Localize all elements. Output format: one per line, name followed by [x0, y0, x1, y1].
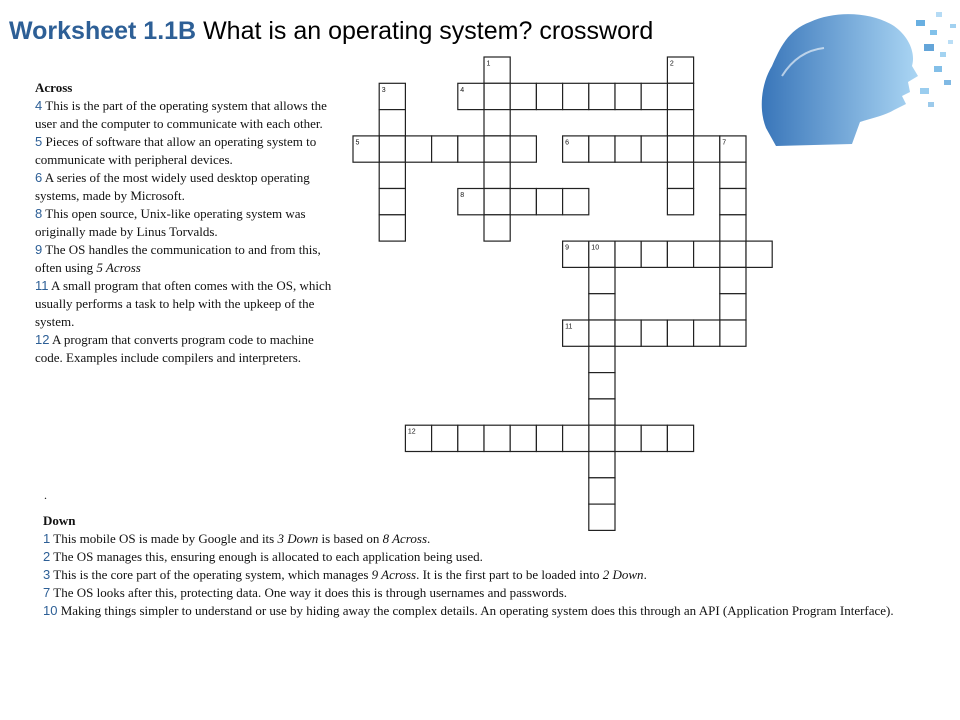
crossword-clue-number: 3	[381, 86, 386, 94]
crossword-clue-number: 11	[565, 323, 573, 331]
crossword-clue-number: 2	[669, 60, 674, 68]
crossword-clue-number: 10	[591, 244, 600, 252]
crossword-cell[interactable]	[589, 83, 615, 109]
down-clue-2	[43, 548, 903, 566]
crossword-cell[interactable]	[379, 110, 405, 136]
crossword-clue-number: 7	[722, 139, 727, 147]
clue-number: 4	[35, 98, 43, 113]
clue-reference: 9 Across	[371, 567, 417, 582]
crossword-cell[interactable]	[720, 241, 746, 267]
crossword-cell[interactable]	[563, 83, 589, 109]
crossword-cell[interactable]	[667, 241, 693, 267]
clue-text: This is the core part of the operating system, which manages	[53, 567, 372, 582]
crossword-clue-number: 1	[486, 60, 491, 68]
across-clue-6	[35, 169, 343, 205]
crossword-clue-number: 9	[565, 244, 570, 252]
down-clue-7	[43, 584, 903, 602]
down-clue-1	[43, 530, 903, 548]
crossword-cell[interactable]	[720, 267, 746, 293]
clue-number: 3	[43, 567, 51, 582]
crossword-clue-number: 5	[355, 139, 360, 147]
crossword-cell[interactable]	[667, 110, 693, 136]
clue-number: 12	[35, 332, 50, 347]
clue-number: 10	[43, 603, 58, 618]
clue-text: The OS looks after this, protecting data. One way it does this is through usernames and passwords.	[53, 585, 568, 600]
crossword-cell[interactable]	[589, 452, 615, 478]
clue-text: is based on	[318, 531, 383, 546]
crossword-cell[interactable]	[720, 162, 746, 188]
clue-reference: 5 Across	[96, 260, 141, 275]
crossword-cell[interactable]	[484, 189, 510, 215]
worksheet-number: Worksheet 1.1B	[9, 17, 197, 45]
across-clue-8	[35, 205, 343, 241]
crossword-cell[interactable]	[615, 425, 641, 451]
crossword-cell[interactable]	[484, 110, 510, 136]
crossword-cell[interactable]	[589, 136, 615, 162]
crossword-cell[interactable]	[589, 425, 615, 451]
down-heading: Down	[43, 513, 76, 528]
crossword-cell[interactable]	[667, 136, 693, 162]
crossword-cell[interactable]	[536, 189, 562, 215]
crossword-cell[interactable]	[458, 136, 484, 162]
crossword-cell[interactable]	[510, 136, 536, 162]
crossword-cell[interactable]	[484, 425, 510, 451]
crossword-cell[interactable]	[589, 399, 615, 425]
crossword-cell[interactable]	[746, 241, 772, 267]
crossword-cell[interactable]	[720, 215, 746, 241]
crossword-cell[interactable]	[563, 425, 589, 451]
crossword-cell[interactable]	[379, 162, 405, 188]
crossword-cell[interactable]	[667, 83, 693, 109]
clue-text: .	[643, 567, 647, 582]
crossword-cell[interactable]	[510, 83, 536, 109]
across-clue-5	[35, 133, 343, 169]
crossword-cell[interactable]	[641, 425, 667, 451]
crossword-cell[interactable]	[536, 83, 562, 109]
clue-text: A program that converts program code to machine code. Examples include compilers and interpreters.	[35, 332, 314, 365]
clue-text: .	[427, 531, 431, 546]
clue-number: 1	[43, 531, 51, 546]
down-clue-3	[43, 566, 903, 584]
crossword-cell[interactable]	[615, 320, 641, 346]
clue-reference: 8 Across	[382, 531, 427, 546]
crossword-cell[interactable]	[484, 83, 510, 109]
crossword-cell[interactable]	[667, 320, 693, 346]
down-clue-list	[43, 530, 903, 620]
crossword-cell[interactable]	[667, 189, 693, 215]
crossword-clue-number: 12	[407, 428, 416, 436]
across-clue-12	[35, 331, 343, 367]
crossword-cell[interactable]	[379, 189, 405, 215]
clue-text: Pieces of software that allow an operating system to communicate with peripheral devices.	[35, 134, 317, 167]
crossword-cell[interactable]	[458, 425, 484, 451]
crossword-cell[interactable]	[589, 294, 615, 320]
down-clue-10	[43, 602, 903, 620]
crossword-clue-number: 4	[460, 86, 465, 94]
across-clue-4	[35, 97, 343, 133]
crossword-cell[interactable]	[720, 294, 746, 320]
clue-reference: 3 Down	[277, 531, 319, 546]
crossword-cell[interactable]	[379, 215, 405, 241]
clue-text: The OS handles the communication to and from this, often using	[35, 242, 321, 275]
clue-text: Making things simpler to understand or use by hiding away the complex details. An operating system does this through an API (Application Program Interface).	[60, 603, 894, 618]
crossword-cell[interactable]	[694, 136, 720, 162]
crossword-cell[interactable]	[484, 162, 510, 188]
clue-number: 5	[35, 134, 43, 149]
crossword-cell[interactable]	[484, 215, 510, 241]
crossword-cell[interactable]	[720, 189, 746, 215]
crossword-clue-number: 8	[460, 192, 465, 199]
clue-text: This is the part of the operating system that allows the user and the computer to communicate with each other.	[35, 98, 327, 131]
crossword-cell[interactable]	[563, 189, 589, 215]
crossword-cell[interactable]	[615, 136, 641, 162]
clue-number: 2	[43, 549, 51, 564]
crossword-clue-number: 6	[565, 139, 570, 147]
crossword-cell[interactable]	[641, 241, 667, 267]
crossword-cell[interactable]	[432, 136, 458, 162]
crossword-cell[interactable]	[589, 346, 615, 372]
crossword-cell[interactable]	[667, 162, 693, 188]
crossword-cell[interactable]	[667, 425, 693, 451]
clue-number: 6	[35, 170, 43, 185]
clue-text: A small program that often comes with the OS, which usually performs a task to help with the upkeep of the system.	[35, 278, 332, 329]
separator-dot: .	[44, 488, 47, 502]
clue-text: This mobile OS is made by Google and its	[53, 531, 278, 546]
crossword-cell[interactable]	[694, 320, 720, 346]
across-heading: Across	[35, 80, 73, 95]
across-clue-11	[35, 277, 343, 331]
clue-number: 11	[35, 278, 49, 293]
crossword-cell[interactable]	[589, 373, 615, 399]
crossword-cell[interactable]	[615, 241, 641, 267]
crossword-cell[interactable]	[432, 425, 458, 451]
crossword-cell[interactable]	[641, 320, 667, 346]
clue-text: . It is the first part to be loaded into	[416, 567, 603, 582]
crossword-cell[interactable]	[510, 425, 536, 451]
across-clues	[35, 79, 343, 367]
crossword-cell[interactable]	[510, 189, 536, 215]
down-clues	[43, 512, 903, 620]
crossword-cell[interactable]	[589, 478, 615, 504]
clue-text: The OS manages this, ensuring enough is allocated to each application being used.	[53, 549, 483, 564]
crossword-cell[interactable]	[536, 425, 562, 451]
crossword-cell[interactable]	[694, 241, 720, 267]
crossword-cell[interactable]	[484, 136, 510, 162]
crossword-cell[interactable]	[405, 136, 431, 162]
clue-number: 9	[35, 242, 43, 257]
clue-reference: 2 Down	[602, 567, 644, 582]
crossword-cell[interactable]	[589, 320, 615, 346]
crossword-cell[interactable]	[379, 136, 405, 162]
across-clue-list	[35, 97, 343, 367]
clue-number: 7	[43, 585, 51, 600]
crossword-cell[interactable]	[615, 83, 641, 109]
crossword-cell[interactable]	[641, 136, 667, 162]
clue-text: A series of the most widely used desktop operating systems, made by Microsoft.	[35, 170, 310, 203]
across-clue-9	[35, 241, 343, 277]
crossword-cell[interactable]	[720, 320, 746, 346]
clue-text: This open source, Unix-like operating system was originally made by Linus Torvalds.	[35, 206, 306, 239]
clue-number: 8	[35, 206, 43, 221]
crossword-cell[interactable]	[641, 83, 667, 109]
worksheet-title-text: What is an operating system? crossword	[203, 17, 654, 45]
crossword-cell[interactable]	[589, 267, 615, 293]
